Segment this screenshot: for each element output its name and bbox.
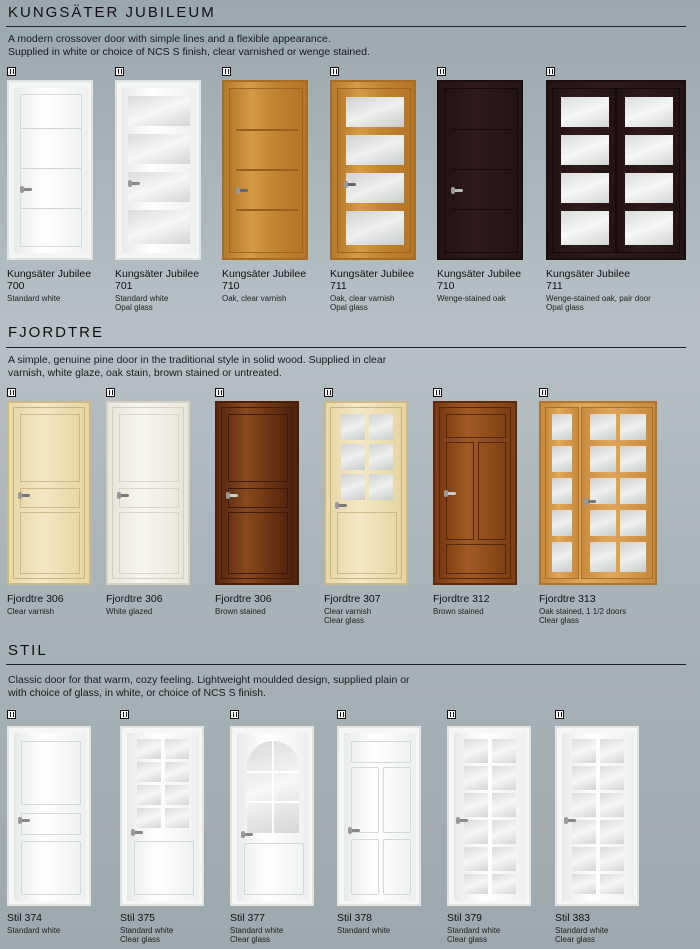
product-glass: Opal glass xyxy=(330,303,368,312)
product-finish: Standard white xyxy=(115,294,169,303)
product-glass: Clear glass xyxy=(447,935,488,944)
product-name: Fjordtre 306 xyxy=(7,593,64,605)
section-divider xyxy=(6,26,686,27)
door-image xyxy=(324,401,408,585)
section-fjordtre xyxy=(0,320,700,630)
product-model: 710 xyxy=(437,280,455,292)
door-type-icon xyxy=(330,67,339,76)
door-type-icon xyxy=(447,710,456,719)
product-fjordtre-306-white[interactable] xyxy=(106,388,206,628)
product-finish: Standard white xyxy=(230,926,284,935)
product-name: Kungsäter Jubilee xyxy=(437,268,522,280)
product-stil-374[interactable] xyxy=(7,710,112,946)
product-kungsater-711-oak[interactable] xyxy=(330,67,430,317)
product-finish: Oak stained, 1 1/2 doors xyxy=(539,607,627,616)
door-type-icon xyxy=(337,710,346,719)
product-name: Fjordtre 306 xyxy=(215,593,272,605)
product-stil-379[interactable] xyxy=(447,710,552,946)
door-type-icon xyxy=(115,67,124,76)
product-kungsater-711-wenge-pair[interactable] xyxy=(546,67,691,317)
door-type-icon xyxy=(215,388,224,397)
door-type-icon xyxy=(546,67,555,76)
product-fjordtre-313[interactable] xyxy=(539,388,669,628)
section-description: A simple, genuine pine door in the traditional style in solid wood. Supplied in clear varnish, white glaze, oak stain, brown stained or untreated. xyxy=(8,354,387,379)
door-image xyxy=(437,80,523,260)
product-glass: Clear glass xyxy=(230,935,271,944)
product-model: 710 xyxy=(222,280,240,292)
product-finish: Clear varnish xyxy=(7,607,55,616)
product-kungsater-710-wenge[interactable] xyxy=(437,67,537,317)
product-name: Kungsäter Jubilee xyxy=(330,268,415,280)
product-finish: Standard white xyxy=(120,926,174,935)
product-fjordtre-306-clear[interactable] xyxy=(7,388,107,628)
product-finish: White glazed xyxy=(106,607,153,616)
product-name: Stil 379 xyxy=(447,912,483,924)
section-kungsater xyxy=(0,0,700,320)
product-kungsater-710-oak[interactable] xyxy=(222,67,322,317)
product-name: Fjordtre 313 xyxy=(539,593,596,605)
door-type-icon xyxy=(324,388,333,397)
product-name: Fjordtre 312 xyxy=(433,593,490,605)
section-title: STIL xyxy=(8,642,48,659)
door-type-icon xyxy=(555,710,564,719)
section-title: KUNGSÄTER JUBILEUM xyxy=(8,4,216,21)
product-name: Kungsäter Jubilee xyxy=(7,268,92,280)
product-finish: Standard white xyxy=(7,926,61,935)
door-type-icon xyxy=(230,710,239,719)
section-divider xyxy=(6,347,686,348)
door-type-icon xyxy=(7,710,16,719)
door-image xyxy=(230,726,314,906)
product-glass: Clear glass xyxy=(120,935,161,944)
product-stil-378[interactable] xyxy=(337,710,442,946)
product-fjordtre-312[interactable] xyxy=(433,388,533,628)
product-model: 701 xyxy=(115,280,133,292)
door-type-icon xyxy=(7,67,16,76)
product-finish: Standard white xyxy=(447,926,501,935)
product-finish: Standard white xyxy=(555,926,609,935)
product-name: Stil 378 xyxy=(337,912,373,924)
product-name: Kungsäter Jubilee xyxy=(222,268,307,280)
product-kungsater-700[interactable] xyxy=(7,67,107,317)
section-description: Classic door for that warm, cozy feeling. Lightweight moulded design, supplied plain or with choice of glass, in white, or choice of NCS S finish. xyxy=(8,674,410,699)
door-image xyxy=(7,80,93,260)
door-image xyxy=(106,401,190,585)
product-name: Stil 374 xyxy=(7,912,43,924)
product-finish: Oak, clear varnish xyxy=(330,294,395,303)
product-finish: Brown stained xyxy=(433,607,484,616)
door-image xyxy=(7,726,91,906)
product-model: 711 xyxy=(546,280,563,292)
product-name: Kungsäter Jubilee xyxy=(546,268,631,280)
door-image xyxy=(120,726,204,906)
product-fjordtre-306-brown[interactable] xyxy=(215,388,315,628)
product-glass: Opal glass xyxy=(115,303,153,312)
product-finish: Standard white xyxy=(7,294,61,303)
product-glass: Clear glass xyxy=(539,616,580,625)
door-type-icon xyxy=(433,388,442,397)
product-model: 711 xyxy=(330,280,347,292)
product-stil-375[interactable] xyxy=(120,710,225,946)
product-finish: Clear varnish xyxy=(324,607,372,616)
product-name: Stil 383 xyxy=(555,912,591,924)
product-kungsater-701[interactable] xyxy=(115,67,215,317)
door-image xyxy=(215,401,299,585)
product-name: Kungsäter Jubilee xyxy=(115,268,200,280)
product-glass: Clear glass xyxy=(555,935,596,944)
section-stil xyxy=(0,636,700,949)
product-model: 700 xyxy=(7,280,25,292)
door-type-icon xyxy=(539,388,548,397)
product-finish: Brown stained xyxy=(215,607,266,616)
door-image xyxy=(7,401,91,585)
product-finish: Wenge-stained oak xyxy=(437,294,506,303)
product-stil-383[interactable] xyxy=(555,710,665,946)
section-title: FJORDTRE xyxy=(8,324,104,341)
door-image xyxy=(330,80,416,260)
product-glass: Clear glass xyxy=(324,616,365,625)
door-image xyxy=(447,726,531,906)
door-image xyxy=(539,401,657,585)
door-type-icon xyxy=(106,388,115,397)
product-name: Fjordtre 307 xyxy=(324,593,381,605)
product-name: Stil 375 xyxy=(120,912,156,924)
door-image xyxy=(222,80,308,260)
door-type-icon xyxy=(222,67,231,76)
door-image xyxy=(337,726,421,906)
door-image xyxy=(546,80,686,260)
door-image xyxy=(433,401,517,585)
section-description: A modern crossover door with simple lines and a flexible appearance. Supplied in white or choice of NCS S finish, clear varnished or wenge stained. xyxy=(8,33,370,58)
product-finish: Standard white xyxy=(337,926,391,935)
product-fjordtre-307[interactable] xyxy=(324,388,424,628)
product-name: Fjordtre 306 xyxy=(106,593,163,605)
product-name: Stil 377 xyxy=(230,912,266,924)
door-type-icon xyxy=(7,388,16,397)
product-glass: Opal glass xyxy=(546,303,584,312)
door-type-icon xyxy=(120,710,129,719)
door-type-icon xyxy=(437,67,446,76)
door-image xyxy=(555,726,639,906)
product-finish: Wenge-stained oak, pair door xyxy=(546,294,651,303)
product-stil-377[interactable] xyxy=(230,710,335,946)
door-image xyxy=(115,80,201,260)
product-finish: Oak, clear varnish xyxy=(222,294,287,303)
section-divider xyxy=(6,664,686,665)
